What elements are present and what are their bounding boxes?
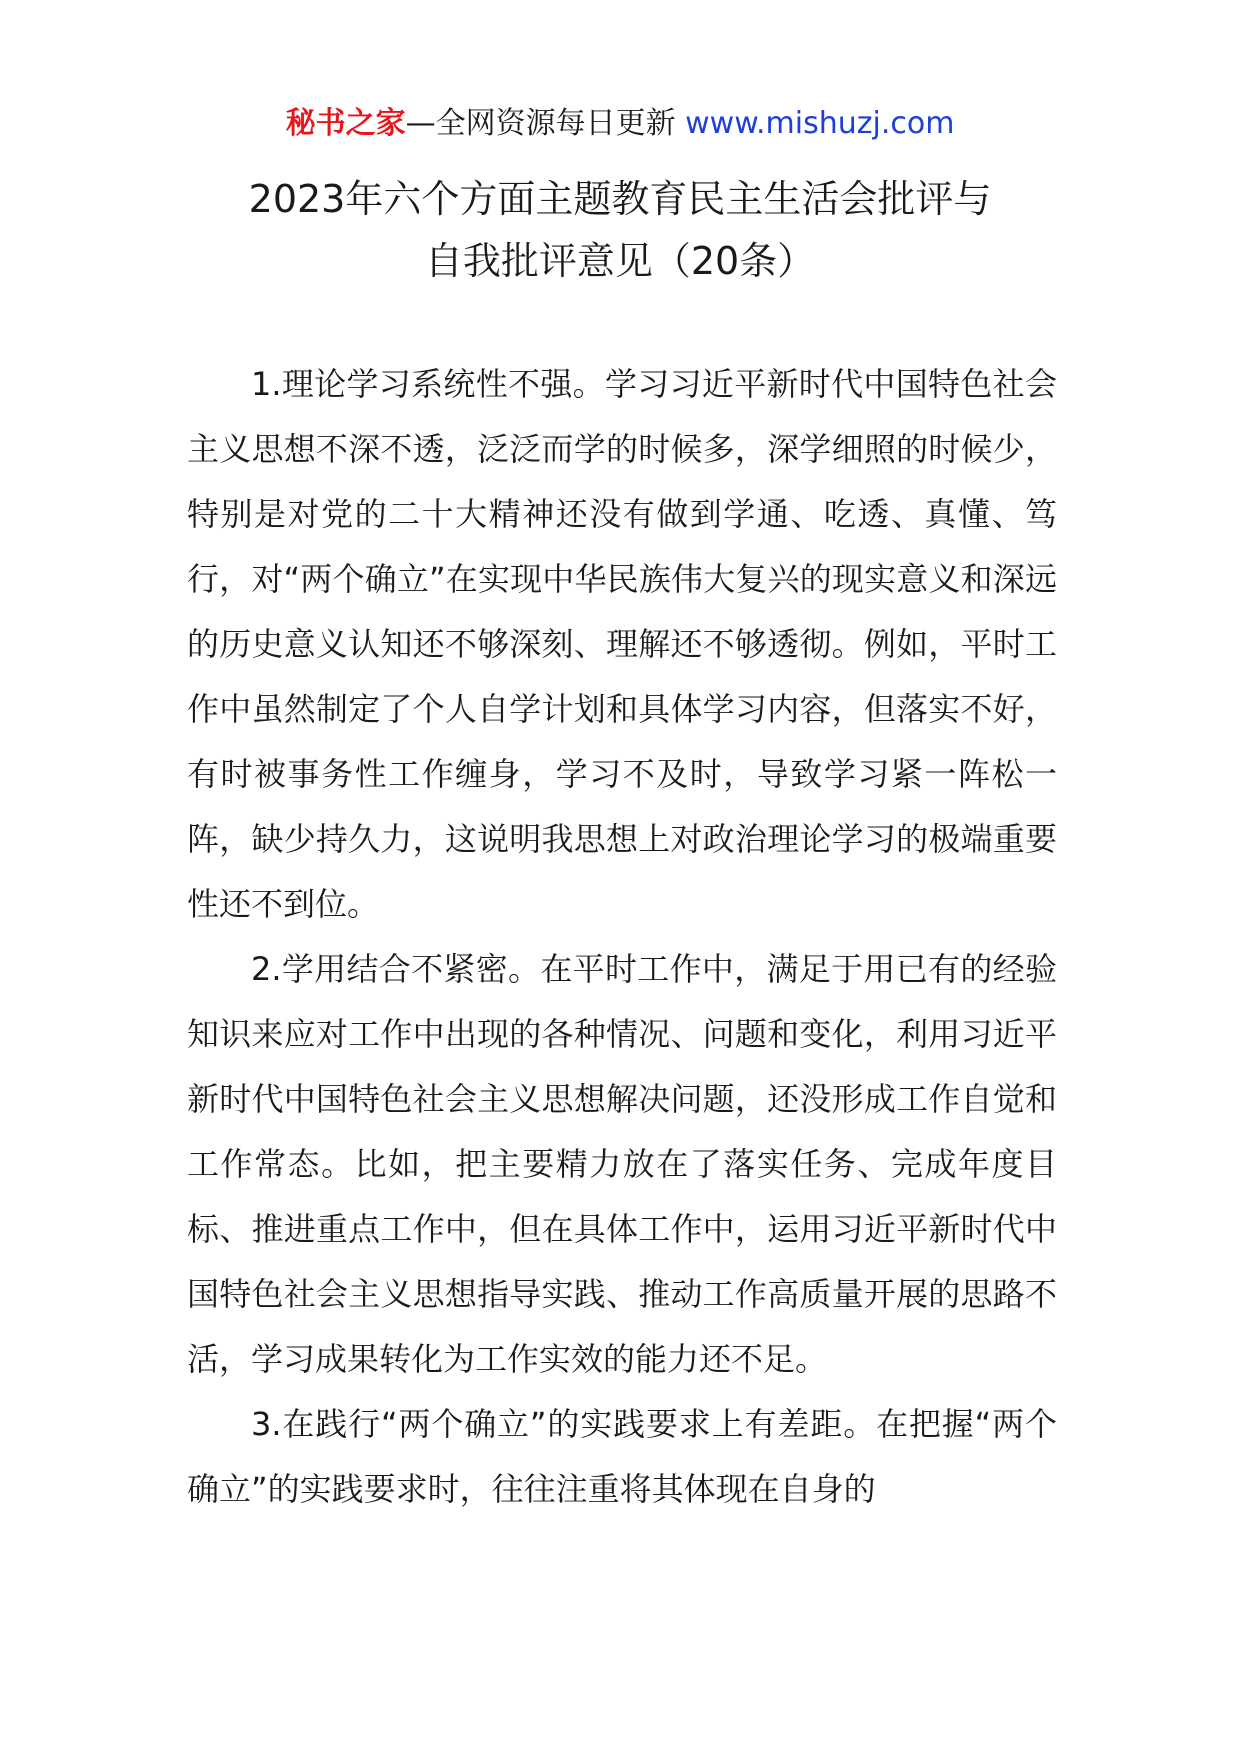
paragraph-3: 3.在践行“两个确立”的实践要求上有差距。在把握“两个确立”的实践要求时，往往注重将其体现在自身的 [187,1405,1057,1508]
document-body [187,352,1057,1522]
title-line-1: 2023年六个方面主题教育民主生活会批评与 [248,177,992,221]
site-header [0,102,1240,146]
paragraph-2: 2.学用结合不紧密。在平时工作中，满足于用已有的经验知识来应对工作中出现的各种情况、问题和变化，利用习近平新时代中国特色社会主义思想解决问题，还没形成工作自觉和工作常态。比如，把主要精力放在了落实任务、完成年度目标、推进重点工作中，但在具体工作中，运用习近平新时代中国特色社会主义思想指导实践、推动工作高质量开展的思路不活，学习成果转化为工作实效的能力还不足。 [187,950,1057,1378]
paragraph-1: 1.理论学习系统性不强。学习习近平新时代中国特色社会主义思想不深不透，泛泛而学的时候多，深学细照的时候少，特别是对党的二十大精神还没有做到学通、吃透、真懂、笃行，对“两个确立”在实现中华民族伟大复兴的现实意义和深远的历史意义认知还不够深刻、理解还不够透彻。例如，平时工作中虽然制定了个人自学计划和具体学习内容，但落实不好，有时被事务性工作缠身，学习不及时，导致学习紧一阵松一阵，缺少持久力，这说明我思想上对政治理论学习的极端重要性还不到位。 [187,365,1057,923]
site-slogan: —全网资源每日更新 [405,106,686,141]
site-name: 秘书之家 [285,106,406,141]
document-title [0,168,1240,292]
title-line-2: 自我批评意见（20条） [424,239,816,283]
site-url-link[interactable]: www.mishuzj.com [685,106,955,141]
